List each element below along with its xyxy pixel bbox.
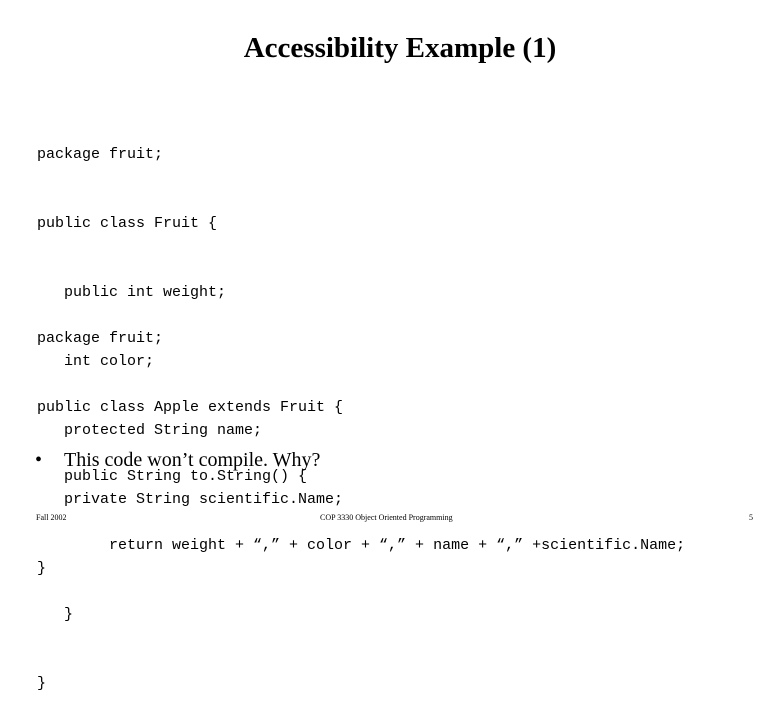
code-line: } — [37, 606, 74, 623]
code-block-apple-class — [37, 281, 685, 718]
bullet-text: This code won’t compile. Why? — [64, 449, 321, 471]
code-line: package fruit; — [37, 146, 164, 163]
code-line: public int weight; — [37, 284, 227, 301]
code-line: public String to.String() { — [37, 468, 308, 485]
code-line: protected String name; — [37, 422, 263, 439]
footer-date: Fall 2002 — [36, 513, 67, 522]
code-line: int color; — [37, 353, 155, 370]
bullet-icon: • — [35, 449, 43, 471]
code-line: public class Apple extends Fruit { — [37, 399, 344, 416]
code-line: package fruit; — [37, 330, 164, 347]
bullet-point — [35, 446, 320, 474]
code-line: return weight + “,” + color + “,” + name + “,” +scientific.Name; — [37, 537, 686, 554]
slide-title: Accessibility Example (1) — [243, 32, 557, 64]
code-line: private String scientific.Name; — [37, 491, 344, 508]
footer-course: COP 3330 Object Oriented Programming — [320, 513, 453, 522]
code-line: } — [37, 560, 47, 577]
footer-page-number: 5 — [749, 513, 753, 522]
code-line: } — [37, 675, 47, 692]
code-line: public class Fruit { — [37, 215, 218, 232]
